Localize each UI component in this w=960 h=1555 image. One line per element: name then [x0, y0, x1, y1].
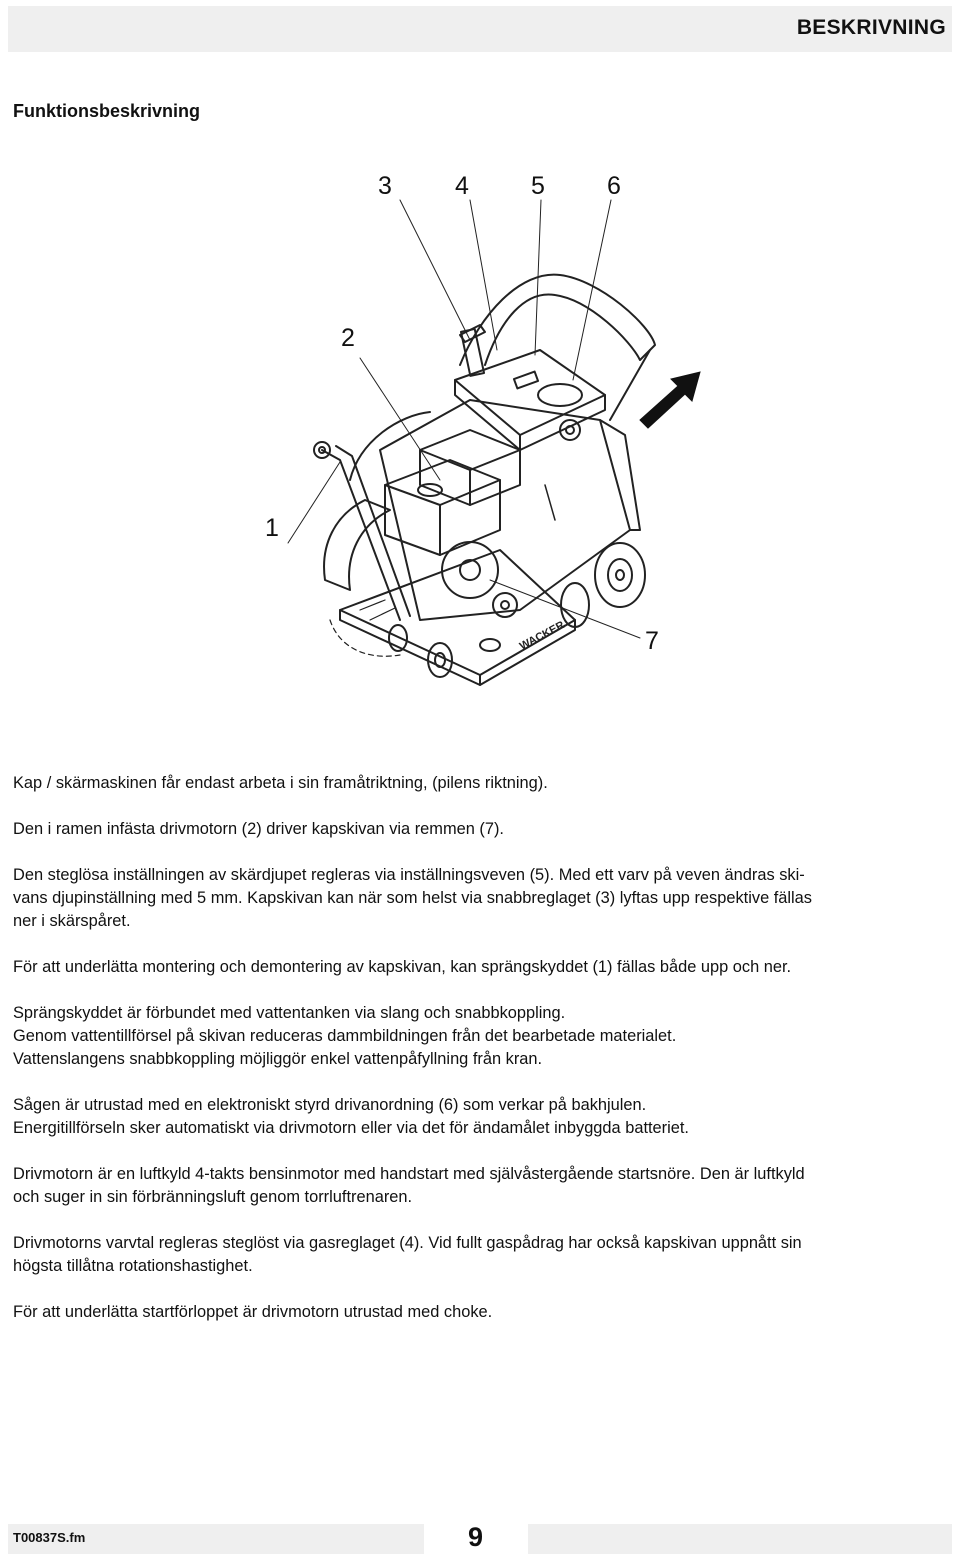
text-line: För att underlätta startförloppet är drivmotorn utrustad med choke.	[13, 1303, 493, 1321]
leader-line-2	[360, 358, 440, 480]
callout-6: 6	[607, 172, 621, 200]
text-line: För att underlätta montering och demontering av kapskivan, kan sprängskyddet (1) fällas både upp och ner.	[13, 958, 792, 976]
blade-guard	[324, 500, 390, 590]
callout-1: 1	[265, 514, 279, 542]
text-line: Den i ramen infästa drivmotorn (2) driver kapskivan via remmen (7).	[13, 820, 504, 838]
leader-line-6	[573, 200, 611, 380]
page-header-title: BESKRIVNING	[796, 16, 946, 39]
footer-bar-right	[528, 1524, 952, 1554]
text-line: Genom vattentillförsel på skivan reduceras dammbildningen från det bearbetade materialet.	[13, 1027, 677, 1045]
callout-7: 7	[645, 627, 659, 655]
footer-filename: T00837S.fm	[13, 1530, 86, 1545]
leader-line-3	[400, 200, 470, 340]
text-line: Energitillförseln sker automatiskt via drivmotorn eller via det för ändamålet inbyggda batteriet.	[13, 1119, 689, 1137]
text-line: Den steglösa inställningen av skärdjupet regleras via inställningsveven (5). Med ett varv på veven ändras ski-	[13, 866, 805, 884]
text-line: Drivmotorn är en luftkyld 4-takts bensinmotor med handstart med självåstergående startsnöre. Den är luftkyld	[13, 1165, 805, 1183]
quick-lever	[461, 329, 484, 376]
text-line: högsta tillåtna rotationshastighet.	[13, 1257, 253, 1275]
text-line: Vattenslangens snabbkoppling möjliggör enkel vattenpåfyllning från kran.	[13, 1050, 543, 1068]
base-plate	[340, 550, 575, 675]
water-tank-cap	[538, 384, 582, 406]
text-line: Sprängskyddet är förbundet med vattentanken via slang och snabbkoppling.	[13, 1004, 566, 1022]
description-text	[13, 772, 949, 1324]
callout-4: 4	[455, 172, 469, 200]
text-line: ner i skärspåret.	[13, 912, 131, 930]
machine-illustration	[0, 150, 960, 750]
callout-2: 2	[341, 324, 355, 352]
direction-arrow	[640, 372, 700, 428]
callout-5: 5	[531, 172, 545, 200]
rear-wheel-right	[595, 543, 645, 607]
callout-3: 3	[378, 172, 392, 200]
brand-label: WACKER	[517, 619, 567, 653]
text-line: Kap / skärmaskinen får endast arbeta i sin framåtriktning, (pilens riktning).	[13, 774, 548, 792]
section-title: Funktionsbeskrivning	[13, 101, 201, 121]
pulley	[442, 542, 498, 598]
page-number: 9	[468, 1522, 484, 1552]
engine-block	[385, 460, 500, 555]
text-line: Sågen är utrustad med en elektroniskt styrd drivanordning (6) som verkar på bakhjulen.	[13, 1096, 647, 1114]
floor-saw-drawing	[0, 150, 960, 750]
text-line: Drivmotorns varvtal regleras steglöst via gasreglaget (4). Vid fullt gaspådrag har också kapskivan uppnått sin	[13, 1234, 802, 1252]
text-line: vans djupinställning med 5 mm. Kapskivan kan när som helst via snabbreglaget (3) lyftas upp respektive fällas	[13, 889, 812, 907]
text-line: och suger in sin förbränningsluft genom torrluftrenaren.	[13, 1188, 413, 1206]
